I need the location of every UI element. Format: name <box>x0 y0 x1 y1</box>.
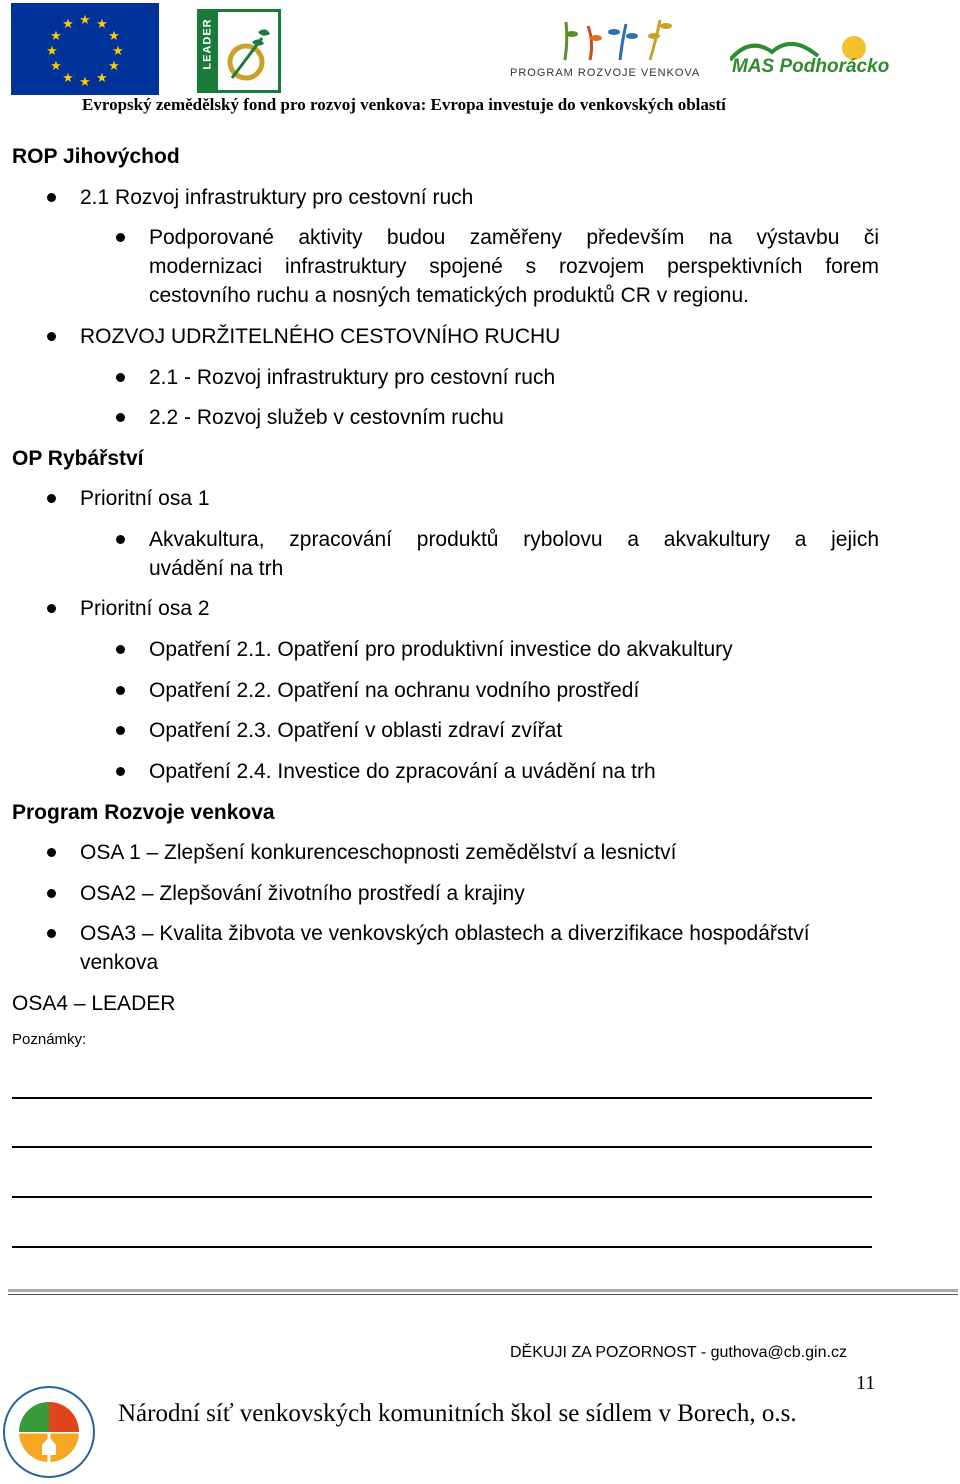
svg-text:★: ★ <box>112 44 124 59</box>
eu-flag-logo <box>11 3 159 95</box>
footer-divider-thin <box>8 1294 958 1295</box>
note-line <box>12 1097 872 1099</box>
header-slogan: Evropský zemědělský fond pro rozvoj venkova: Evropa investuje do venkovských oblastí <box>82 95 726 114</box>
bullet <box>47 332 56 341</box>
rop-item-2: ROZVOJ UDRŽITELNÉHO CESTOVNÍHO RUCHU <box>80 325 561 348</box>
bullet <box>47 848 56 857</box>
rop-subitem-2-2: 2.2 - Rozvoj služeb v cestovním ruchu <box>149 406 504 429</box>
organization-name: Národní síť venkovských komunitních škol se sídlem v Borech, o.s. <box>118 1400 797 1427</box>
svg-text:★: ★ <box>79 75 91 90</box>
bullet <box>116 726 125 735</box>
prv-logo <box>510 12 701 82</box>
bullet <box>116 645 125 654</box>
note-line <box>12 1246 872 1248</box>
prv-heading: Program Rozvoje venkova <box>12 801 275 824</box>
svg-text:★: ★ <box>62 71 74 86</box>
thanks-contact: DĚKUJI ZA POZORNOST - guthova@cb.gin.cz <box>510 1344 847 1361</box>
op-measure-2-3: Opatření 2.3. Opatření v oblasti zdraví zvířat <box>149 719 563 742</box>
text-line: modernizaci infrastruktury spojené s rozvojem perspektivních forem <box>149 255 879 278</box>
op-measure-2-4: Opatření 2.4. Investice do zpracování a uvádění na trh <box>149 760 656 783</box>
prv-axis-3: OSA3 – Kvalita žibvota ve venkovských oblastech a diverzifikace hospodářství <box>80 922 810 945</box>
bullet <box>116 535 125 544</box>
svg-text:★: ★ <box>50 29 62 44</box>
svg-text:★: ★ <box>62 17 74 32</box>
page-number: 11 <box>856 1372 876 1394</box>
op-measure-2-2: Opatření 2.2. Opatření na ochranu vodního prostředí <box>149 679 640 702</box>
op-priority-axis-2: Prioritní osa 2 <box>80 597 210 620</box>
prv-axis-3-continued: venkova <box>80 951 159 974</box>
bullet <box>116 413 125 422</box>
rop-item-1-description <box>149 223 879 310</box>
svg-text:★: ★ <box>108 59 120 74</box>
bullet <box>47 494 56 503</box>
rop-item-1: 2.1 Rozvoj infrastruktury pro cestovní ruch <box>80 186 474 209</box>
prv-logo-text: PROGRAM ROZVOJE VENKOVA <box>510 67 701 79</box>
leader-logo <box>197 9 281 93</box>
footer-divider <box>8 1289 958 1292</box>
bullet <box>116 233 125 242</box>
prv-axis-1: OSA 1 – Zlepšení konkurenceschopnosti zemědělství a lesnictví <box>80 841 677 864</box>
prv-axis-4: OSA4 – LEADER <box>12 992 176 1015</box>
note-line <box>12 1146 872 1148</box>
bullet <box>116 767 125 776</box>
bullet <box>47 604 56 613</box>
text-line: Podporované aktivity budou zaměřeny především na výstavbu či <box>149 226 879 249</box>
svg-text:★: ★ <box>50 59 62 74</box>
bullet <box>116 686 125 695</box>
svg-text:★: ★ <box>96 17 108 32</box>
svg-text:★: ★ <box>79 13 91 28</box>
notes-label: Poznámky: <box>12 1031 87 1048</box>
prv-axis-2: OSA2 – Zlepšování životního prostředí a krajiny <box>80 882 525 905</box>
bullet <box>47 929 56 938</box>
leader-logo-text: LEADER <box>201 18 214 70</box>
bullet <box>116 373 125 382</box>
op-priority-axis-1: Prioritní osa 1 <box>80 487 210 510</box>
komunitni-skoly-seal-logo <box>2 1385 96 1479</box>
op-measure-2-1: Opatření 2.1. Opatření pro produktivní investice do akvakultury <box>149 638 733 661</box>
op-heading: OP Rybářství <box>12 447 144 470</box>
svg-text:★: ★ <box>108 29 120 44</box>
svg-text:★: ★ <box>46 44 58 59</box>
svg-text:★: ★ <box>96 71 108 86</box>
bullet <box>47 193 56 202</box>
bullet <box>47 889 56 898</box>
text-line: Akvakultura, zpracování produktů rybolovu a akvakultury a jejich <box>149 528 879 551</box>
op-axis-1-description <box>149 525 879 583</box>
mas-logo-text: MAS Podhorácko <box>732 56 890 77</box>
text-line: uvádění na trh <box>149 557 284 580</box>
text-line: cestovního ruchu a nosných tematických produktů CR v regionu. <box>149 284 749 307</box>
rop-subitem-2-1: 2.1 - Rozvoj infrastruktury pro cestovní ruch <box>149 366 556 389</box>
mas-podhoracko-logo <box>730 30 890 82</box>
rop-heading: ROP Jihovýchod <box>12 145 180 168</box>
note-line <box>12 1196 872 1198</box>
